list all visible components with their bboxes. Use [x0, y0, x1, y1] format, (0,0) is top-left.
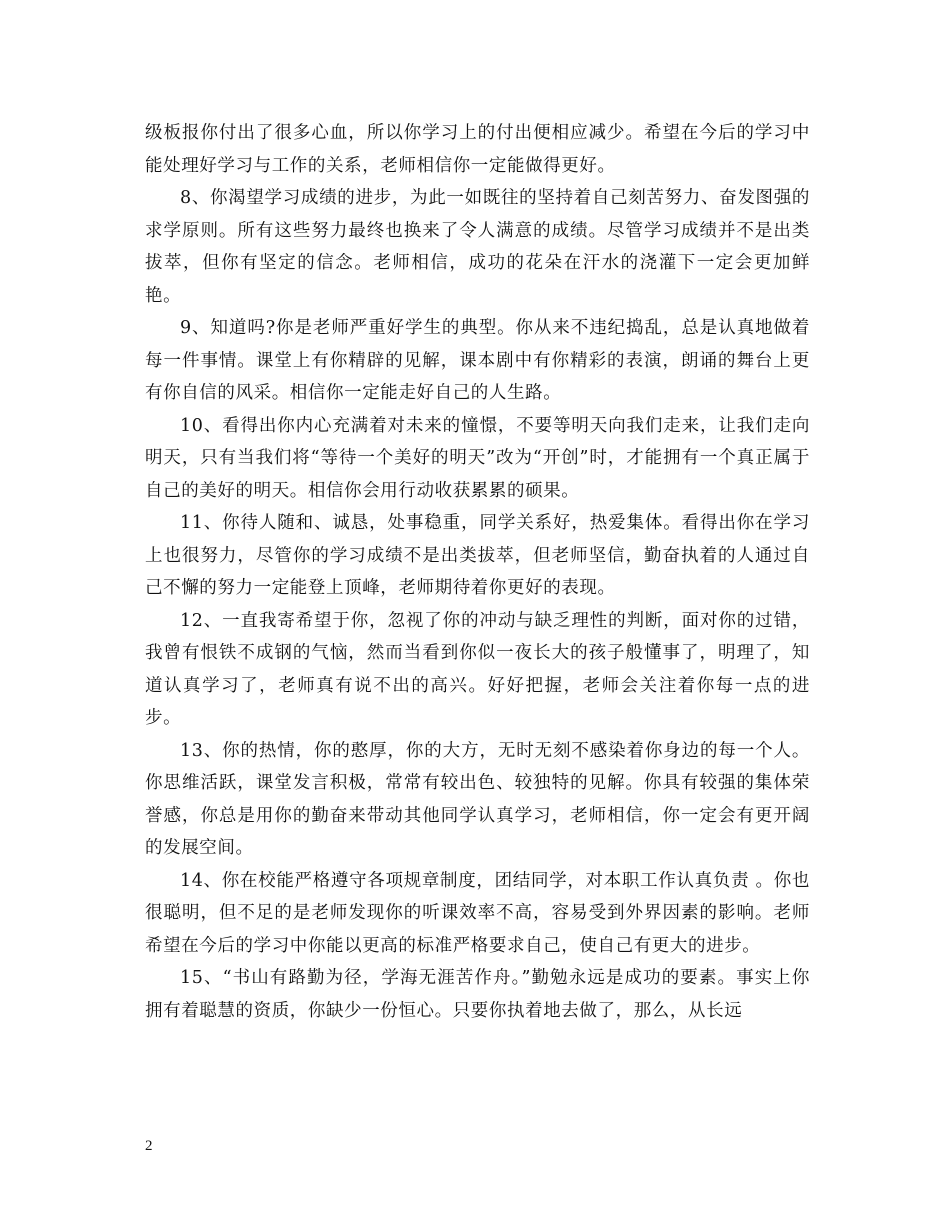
page-number: 2	[145, 1138, 153, 1154]
paragraph-15: 15、“书山有路勤为径，学海无涯苦作舟。”勤勉永远是成功的要素。事实上你拥有着聪慧的资质，你缺少一份恒心。只要你执着地去做了，那么，从长远	[145, 968, 810, 1021]
paragraph-14: 14、你在校能严格遵守各项规章制度，团结同学，对本职工作认真负责 。你也很聪明，但不足的是老师发现你的听课效率不高，容易受到外界因素的影响。老师希望在今后的学习中你能以更高的标准严格要求自己，使自己有更大的进步。	[145, 870, 810, 956]
paragraph-continued: 级板报你付出了很多心血，所以你学习上的付出便相应减少。希望在今后的学习中能处理好学习与工作的关系，老师相信你一定能做得更好。	[145, 123, 810, 176]
paragraph-10: 10、看得出你内心充满着对未来的憧憬，不要等明天向我们走来，让我们走向明天，只有当我们将“等待一个美好的明天”改为“开创”时，才能拥有一个真正属于自己的美好的明天。相信你会用行动收获累累的硕果。	[145, 415, 810, 501]
paragraph-8: 8、你渴望学习成绩的进步，为此一如既往的坚持着自己刻苦努力、奋发图强的求学原则。所有这些努力最终也换来了令人满意的成绩。尽管学习成绩并不是出类拔萃，但你有坚定的信念。老师相信，成功的花朵在汗水的浇灌下一定会更加鲜艳。	[145, 188, 810, 306]
paragraph-13: 13、你的热情，你的憨厚，你的大方，无时无刻不感染着你身边的每一个人。你思维活跃，课堂发言积极，常常有较出色、较独特的见解。你具有较强的集体荣誉感，你总是用你的勤奋来带动其他同学认真学习，老师相信，你一定会有更开阔的发展空间。	[145, 740, 810, 858]
document-body	[145, 117, 810, 1027]
paragraph-12: 12、一直我寄希望于你，忽视了你的冲动与缺乏理性的判断，面对你的过错，我曾有恨铁不成钢的气恼，然而当看到你似一夜长大的孩子般懂事了，明理了，知道认真学习了，老师真有说不出的高兴。好好把握，老师会关注着你每一点的进步。	[145, 610, 810, 728]
paragraph-11: 11、你待人随和、诚恳，处事稳重，同学关系好，热爱集体。看得出你在学习上也很努力，尽管你的学习成绩不是出类拔萃，但老师坚信，勤奋执着的人通过自己不懈的努力一定能登上顶峰，老师期待着你更好的表现。	[145, 513, 810, 598]
paragraph-9: 9、知道吗?你是老师严重好学生的典型。你从来不违纪捣乱，总是认真地做着每一件事情。课堂上有你精辟的见解，课本剧中有你精彩的表演，朗诵的舞台上更有你自信的风采。相信你一定能走好自己的人生路。	[145, 318, 810, 403]
